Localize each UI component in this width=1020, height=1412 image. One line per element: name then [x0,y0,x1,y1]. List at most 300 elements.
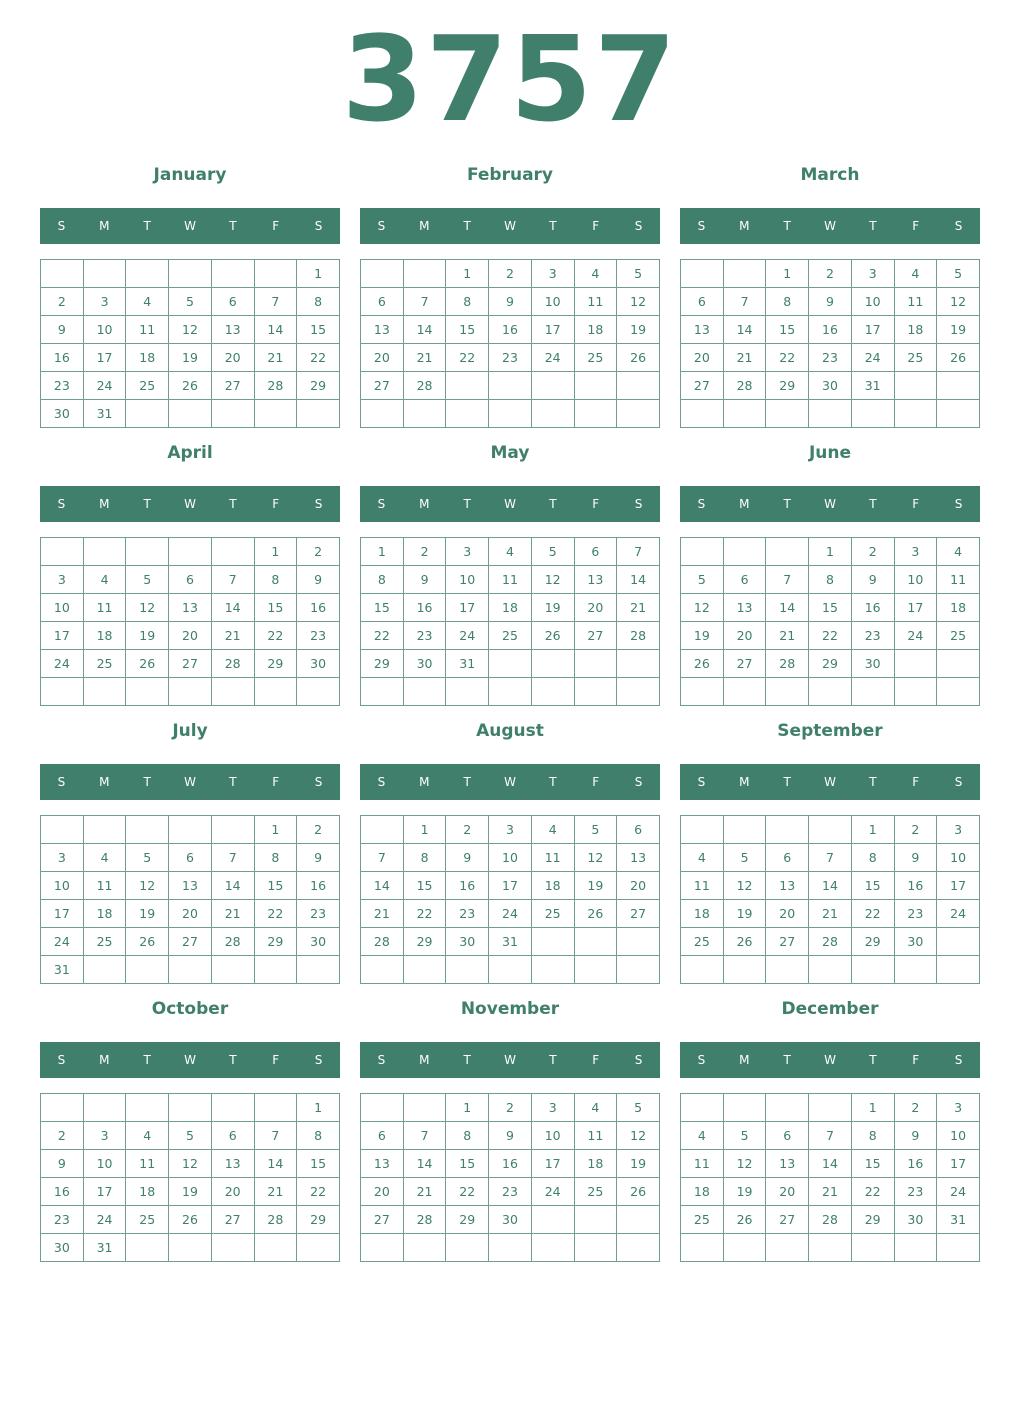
empty-day-cell [83,260,126,288]
week-row [361,1122,660,1150]
empty-day-cell [41,260,84,288]
day-cell: 22 [446,1178,489,1206]
empty-day-cell [937,1234,980,1262]
day-cell: 31 [851,372,894,400]
day-cell: 23 [809,344,852,372]
empty-day-cell [894,678,937,706]
day-cell: 1 [297,260,340,288]
day-cell: 12 [531,566,574,594]
month-name: April [167,443,213,463]
day-cell: 14 [361,872,404,900]
day-cell: 28 [809,928,852,956]
day-cell: 9 [851,566,894,594]
empty-day-cell [681,260,724,288]
day-cell: 7 [403,288,446,316]
day-cell: 4 [126,288,169,316]
week-row [41,900,340,928]
empty-day-cell [169,538,212,566]
day-cell: 9 [894,1122,937,1150]
week-row [361,316,660,344]
day-cell: 19 [617,316,660,344]
day-cell: 25 [489,622,532,650]
empty-day-cell [489,650,532,678]
day-grid [360,259,660,428]
weekday-label: S [634,497,643,511]
day-grid [680,1093,980,1262]
day-cell: 18 [489,594,532,622]
day-cell: 19 [169,1178,212,1206]
weekday-label: T [229,219,237,233]
day-cell: 14 [403,1150,446,1178]
day-cell: 29 [297,1206,340,1234]
empty-day-cell [894,372,937,400]
empty-day-cell [83,816,126,844]
week-row [681,1150,980,1178]
week-row [361,566,660,594]
day-cell: 15 [254,594,297,622]
day-cell: 1 [254,538,297,566]
day-grid [40,1093,340,1262]
day-cell: 14 [211,872,254,900]
day-cell: 11 [681,872,724,900]
weekday-header [360,486,660,522]
empty-day-cell [531,678,574,706]
day-cell: 12 [681,594,724,622]
weekday-label: M [419,1053,430,1067]
day-cell: 4 [937,538,980,566]
empty-day-cell [403,400,446,428]
day-cell: 11 [83,872,126,900]
day-cell: 4 [489,538,532,566]
day-cell: 24 [83,372,126,400]
day-cell: 28 [361,928,404,956]
day-cell: 15 [254,872,297,900]
weekday-label: W [184,497,196,511]
empty-day-cell [403,1234,446,1262]
weekday-header [360,764,660,800]
day-cell: 3 [446,538,489,566]
day-cell: 9 [297,566,340,594]
day-cell: 11 [83,594,126,622]
day-cell: 18 [574,1150,617,1178]
day-cell: 7 [809,1122,852,1150]
day-cell: 19 [723,900,766,928]
month-name: September [777,721,883,741]
day-cell: 4 [83,844,126,872]
week-row [361,288,660,316]
weekday-header [360,1042,660,1078]
empty-day-cell [617,1206,660,1234]
weekday-label: F [272,219,280,233]
day-cell: 24 [83,1206,126,1234]
day-cell: 8 [766,288,809,316]
month-name: January [153,165,227,185]
week-row [361,372,660,400]
empty-day-cell [574,956,617,984]
day-grid [680,815,980,984]
day-cell: 12 [723,1150,766,1178]
week-row [41,872,340,900]
day-cell: 22 [446,344,489,372]
day-cell: 17 [489,872,532,900]
empty-day-cell [766,678,809,706]
empty-day-cell [937,928,980,956]
day-cell: 12 [169,316,212,344]
weekday-label: S [314,1053,323,1067]
week-row [41,288,340,316]
month-name: July [172,721,208,741]
day-cell: 2 [894,1094,937,1122]
empty-day-cell [574,400,617,428]
day-cell: 2 [894,816,937,844]
day-cell: 29 [403,928,446,956]
week-row [41,538,340,566]
day-cell: 30 [894,1206,937,1234]
day-cell: 16 [489,316,532,344]
weekday-label: S [377,1053,386,1067]
week-row [681,622,980,650]
day-cell: 16 [41,1178,84,1206]
day-cell: 28 [254,372,297,400]
day-grid [360,815,660,984]
week-row [361,678,660,706]
empty-day-cell [937,678,980,706]
day-cell: 5 [937,260,980,288]
empty-day-cell [361,956,404,984]
day-cell: 23 [851,622,894,650]
day-cell: 21 [809,900,852,928]
day-cell: 31 [83,1234,126,1262]
weekday-label: T [869,219,877,233]
empty-day-cell [766,400,809,428]
empty-day-cell [617,400,660,428]
week-row [41,372,340,400]
day-cell: 20 [617,872,660,900]
day-cell: 24 [937,900,980,928]
day-cell: 30 [809,372,852,400]
weekday-label: T [463,775,471,789]
day-cell: 24 [41,928,84,956]
week-row [681,400,980,428]
day-cell: 27 [169,650,212,678]
day-cell: 3 [531,260,574,288]
empty-day-cell [617,1234,660,1262]
day-cell: 11 [574,1122,617,1150]
weekday-label: T [229,775,237,789]
empty-day-cell [723,956,766,984]
weekday-label: W [504,1053,516,1067]
day-cell: 17 [83,344,126,372]
weekday-label: T [549,497,557,511]
day-cell: 11 [574,288,617,316]
day-cell: 28 [211,650,254,678]
weekday-header [360,208,660,244]
week-row [681,1234,980,1262]
day-cell: 30 [446,928,489,956]
day-cell: 10 [83,1150,126,1178]
week-row [681,678,980,706]
day-cell: 6 [169,566,212,594]
day-cell: 4 [531,816,574,844]
day-cell: 6 [211,288,254,316]
week-row [41,928,340,956]
week-row [681,566,980,594]
day-cell: 3 [894,538,937,566]
empty-day-cell [126,260,169,288]
empty-day-cell [126,1234,169,1262]
week-row [41,650,340,678]
day-cell: 15 [851,1150,894,1178]
day-cell: 1 [851,1094,894,1122]
weekday-label: T [549,775,557,789]
day-cell: 25 [126,1206,169,1234]
day-cell: 24 [937,1178,980,1206]
week-row [41,400,340,428]
empty-day-cell [681,400,724,428]
day-cell: 8 [297,1122,340,1150]
empty-day-cell [169,816,212,844]
weekday-label: M [739,219,750,233]
day-cell: 5 [169,1122,212,1150]
day-cell: 13 [723,594,766,622]
weekday-label: W [184,1053,196,1067]
day-cell: 20 [211,1178,254,1206]
day-cell: 28 [403,372,446,400]
empty-day-cell [41,538,84,566]
weekday-header [680,486,980,522]
weekday-label: F [912,219,920,233]
day-cell: 2 [489,260,532,288]
day-cell: 2 [41,288,84,316]
day-cell: 9 [297,844,340,872]
day-cell: 25 [574,344,617,372]
day-cell: 22 [361,622,404,650]
weekday-label: S [377,497,386,511]
day-cell: 18 [681,900,724,928]
empty-day-cell [361,400,404,428]
day-cell: 30 [489,1206,532,1234]
empty-day-cell [126,1094,169,1122]
day-cell: 24 [531,344,574,372]
day-cell: 15 [809,594,852,622]
day-cell: 20 [766,900,809,928]
day-cell: 12 [617,288,660,316]
day-cell: 2 [809,260,852,288]
day-cell: 8 [297,288,340,316]
empty-day-cell [297,678,340,706]
empty-day-cell [211,678,254,706]
day-cell: 11 [894,288,937,316]
empty-day-cell [211,400,254,428]
empty-day-cell [937,956,980,984]
weekday-label: F [272,1053,280,1067]
day-cell: 14 [766,594,809,622]
day-cell: 10 [894,566,937,594]
weekday-label: F [272,775,280,789]
day-cell: 22 [254,622,297,650]
day-cell: 25 [681,1206,724,1234]
day-cell: 17 [894,594,937,622]
empty-day-cell [254,956,297,984]
day-cell: 10 [851,288,894,316]
day-cell: 18 [83,900,126,928]
empty-day-cell [126,538,169,566]
day-cell: 24 [41,650,84,678]
day-cell: 15 [446,316,489,344]
week-row [681,316,980,344]
weekday-label: S [954,1053,963,1067]
day-cell: 1 [446,1094,489,1122]
weekday-label: M [419,775,430,789]
empty-day-cell [489,678,532,706]
day-cell: 12 [169,1150,212,1178]
empty-day-cell [446,956,489,984]
day-cell: 25 [681,928,724,956]
weekday-label: T [783,775,791,789]
empty-day-cell [126,678,169,706]
day-cell: 8 [851,1122,894,1150]
week-row [41,956,340,984]
day-cell: 30 [41,1234,84,1262]
weekday-label: M [99,1053,110,1067]
week-row [681,844,980,872]
day-grid [40,259,340,428]
empty-day-cell [809,956,852,984]
day-cell: 7 [254,288,297,316]
day-cell: 7 [211,844,254,872]
day-cell: 29 [809,650,852,678]
empty-day-cell [937,400,980,428]
weekday-label: W [824,1053,836,1067]
weekday-label: M [739,1053,750,1067]
day-cell: 13 [617,844,660,872]
empty-day-cell [169,1094,212,1122]
day-cell: 20 [574,594,617,622]
day-cell: 21 [766,622,809,650]
day-cell: 7 [617,538,660,566]
empty-day-cell [126,956,169,984]
day-cell: 8 [361,566,404,594]
day-cell: 21 [403,1178,446,1206]
day-cell: 22 [297,1178,340,1206]
weekday-label: T [463,1053,471,1067]
day-cell: 24 [894,622,937,650]
day-cell: 11 [681,1150,724,1178]
day-cell: 9 [41,316,84,344]
weekday-label: T [143,497,151,511]
empty-day-cell [211,1094,254,1122]
weekday-label: T [869,497,877,511]
weekday-label: S [634,219,643,233]
day-cell: 29 [254,928,297,956]
empty-day-cell [403,678,446,706]
empty-day-cell [211,816,254,844]
day-cell: 8 [254,566,297,594]
day-cell: 14 [254,316,297,344]
day-cell: 5 [723,844,766,872]
day-cell: 13 [361,316,404,344]
empty-day-cell [531,650,574,678]
day-cell: 23 [894,900,937,928]
empty-day-cell [894,400,937,428]
day-cell: 2 [403,538,446,566]
day-cell: 17 [937,872,980,900]
day-cell: 21 [211,622,254,650]
weekday-label: W [824,775,836,789]
day-cell: 1 [446,260,489,288]
week-row [361,956,660,984]
day-cell: 20 [211,344,254,372]
weekday-label: M [739,497,750,511]
empty-day-cell [169,678,212,706]
day-cell: 15 [446,1150,489,1178]
empty-day-cell [446,1234,489,1262]
empty-day-cell [723,1094,766,1122]
weekday-label: S [697,219,706,233]
day-cell: 10 [446,566,489,594]
day-cell: 29 [297,372,340,400]
day-cell: 28 [403,1206,446,1234]
empty-day-cell [723,678,766,706]
day-cell: 18 [574,316,617,344]
day-grid [680,537,980,706]
empty-day-cell [489,400,532,428]
empty-day-cell [531,928,574,956]
day-cell: 22 [297,344,340,372]
weekday-label: W [504,219,516,233]
day-cell: 4 [574,260,617,288]
weekday-label: W [824,497,836,511]
day-cell: 7 [809,844,852,872]
empty-day-cell [531,372,574,400]
weekday-label: S [634,775,643,789]
week-row [41,344,340,372]
day-cell: 5 [126,844,169,872]
weekday-label: S [954,497,963,511]
weekday-label: M [739,775,750,789]
day-cell: 14 [723,316,766,344]
day-cell: 17 [531,1150,574,1178]
day-cell: 13 [211,316,254,344]
day-cell: 12 [574,844,617,872]
day-cell: 26 [617,344,660,372]
day-cell: 8 [403,844,446,872]
day-cell: 10 [41,594,84,622]
day-cell: 12 [937,288,980,316]
week-row [361,1234,660,1262]
day-cell: 8 [851,844,894,872]
day-cell: 26 [531,622,574,650]
weekday-label: T [463,497,471,511]
day-cell: 5 [126,566,169,594]
day-cell: 18 [531,872,574,900]
empty-day-cell [254,678,297,706]
day-cell: 27 [766,928,809,956]
day-cell: 9 [894,844,937,872]
weekday-label: S [697,497,706,511]
year-title: 3757 [341,10,679,148]
day-cell: 6 [723,566,766,594]
empty-day-cell [809,816,852,844]
day-cell: 26 [126,650,169,678]
weekday-label: S [57,1053,66,1067]
day-cell: 21 [723,344,766,372]
weekday-label: T [869,1053,877,1067]
day-cell: 27 [574,622,617,650]
day-cell: 25 [574,1178,617,1206]
empty-day-cell [489,372,532,400]
week-row [41,622,340,650]
